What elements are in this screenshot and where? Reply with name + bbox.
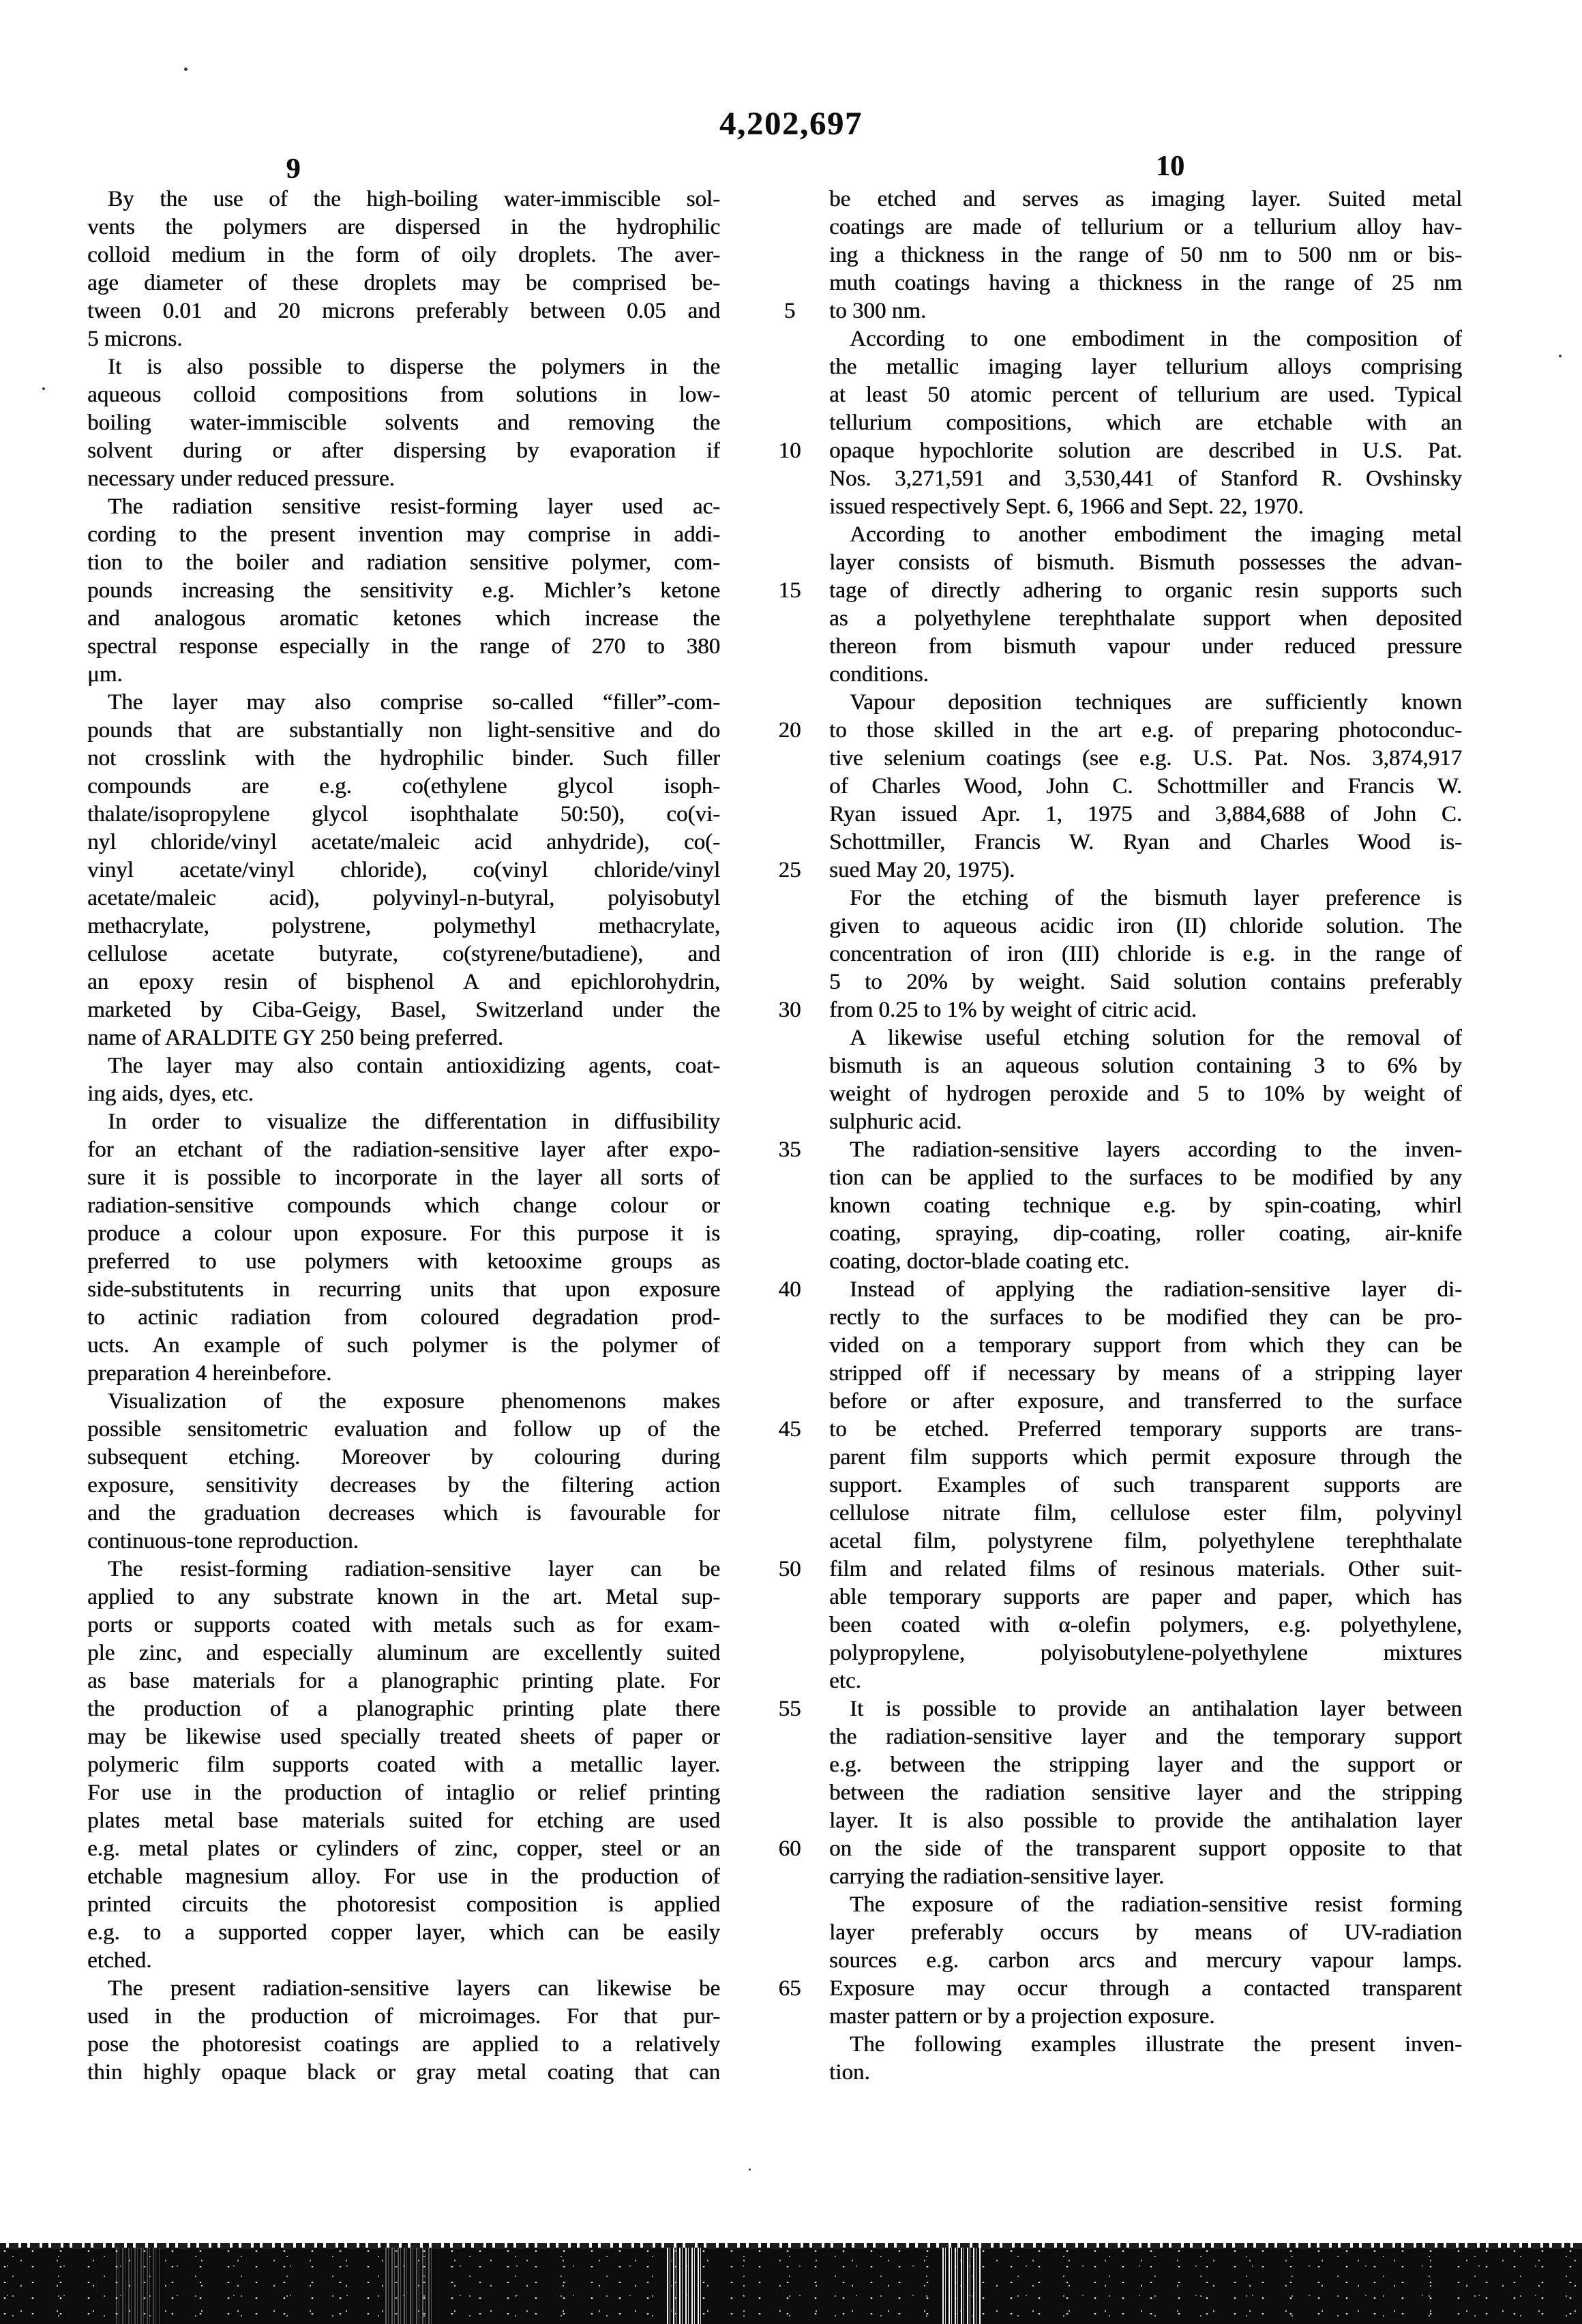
text-line: The exposure of the radiation-sensitive resist forming — [850, 1892, 1462, 1917]
line-number: 65 — [778, 1976, 801, 2001]
text-line: A likewise useful etching solution for the removal of — [850, 1026, 1462, 1050]
line-number: 10 — [778, 438, 801, 463]
text-line: to 300 nm. — [829, 299, 927, 323]
text-line: tween 0.01 and 20 microns preferably between 0.05 and — [87, 299, 720, 323]
text-line: tion. — [829, 2060, 870, 2085]
text-line: polymeric film supports coated with a metallic layer. — [87, 1753, 720, 1777]
text-line: spectral response especially in the range of 270 to 380 — [87, 634, 720, 659]
text-line: Exposure may occur through a contacted transparent — [829, 1976, 1462, 2001]
text-line: For use in the production of intaglio or relief printing — [87, 1781, 720, 1805]
text-line: subsequent etching. Moreover by colouring during — [87, 1445, 720, 1470]
text-line: Visualization of the exposure phenomenons makes — [108, 1389, 720, 1414]
text-line: sources e.g. carbon arcs and mercury vapour lamps. — [829, 1948, 1462, 1973]
text-line: e.g. to a supported copper layer, which can be easily — [87, 1920, 720, 1945]
noise-streak — [385, 2248, 434, 2324]
text-line: It is also possible to disperse the polymers in the — [108, 355, 720, 379]
patent-number: 4,202,697 — [719, 106, 863, 142]
text-line: and the graduation decreases which is favourable for — [87, 1501, 720, 1525]
text-line: e.g. between the stripping layer and the support or — [829, 1753, 1462, 1777]
text-line: Vapour deposition techniques are sufficiently known — [850, 690, 1462, 715]
text-line: μm. — [87, 662, 123, 687]
text-line: the production of a planographic printing plate there — [87, 1697, 720, 1721]
text-line: solvent during or after dispersing by evaporation if — [87, 438, 720, 463]
noise-streak — [942, 2248, 982, 2324]
noise-speck — [184, 68, 188, 71]
text-line: thalate/isopropylene glycol isophthalate 50:50), co(vi- — [87, 802, 720, 826]
line-number: 45 — [778, 1417, 801, 1442]
text-line: parent film supports which permit exposure through the — [829, 1445, 1462, 1470]
text-line: colloid medium in the form of oily droplets. The aver- — [87, 243, 720, 267]
text-line: muth coatings having a thickness in the range of 25 nm — [829, 271, 1462, 295]
text-line: an epoxy resin of bisphenol A and epichlorohydrin, — [87, 970, 720, 994]
text-line: The layer may also comprise so-called “filler”-com- — [108, 690, 720, 715]
text-line: coating, doctor-blade coating etc. — [829, 1249, 1130, 1274]
text-line: etched. — [87, 1948, 152, 1973]
text-line: printed circuits the photoresist composition is applied — [87, 1892, 720, 1917]
text-line: Nos. 3,271,591 and 3,530,441 of Stanford R. Ovshinsky — [829, 466, 1462, 491]
noise-speck — [1559, 355, 1562, 357]
text-line: layer preferably occurs by means of UV-radiation — [829, 1920, 1462, 1945]
text-line: vinyl acetate/vinyl chloride), co(vinyl chloride/vinyl — [87, 858, 720, 882]
text-line: able temporary supports are paper and paper, which has — [829, 1585, 1462, 1609]
text-line: film and related films of resinous materials. Other suit- — [829, 1557, 1462, 1581]
text-line: compounds are e.g. co(ethylene glycol isoph- — [87, 774, 720, 799]
line-number: 60 — [778, 1836, 801, 1861]
text-line: on the side of the transparent support opposite to that — [829, 1836, 1462, 1861]
text-line: as base materials for a planographic printing plate. For — [87, 1669, 720, 1693]
text-line: opaque hypochlorite solution are described in U.S. Pat. — [829, 438, 1462, 463]
text-line: as a polyethylene terephthalate support when deposited — [829, 606, 1462, 631]
text-line: stripped off if necessary by means of a stripping layer — [829, 1361, 1462, 1386]
text-line: For the etching of the bismuth layer preference is — [850, 886, 1462, 910]
text-line: The present radiation-sensitive layers can likewise be — [108, 1976, 720, 2001]
text-line: rectly to the surfaces to be modified they can be pro- — [829, 1305, 1462, 1330]
text-line: used in the production of microimages. For that pur- — [87, 2004, 720, 2029]
line-number: 50 — [778, 1557, 801, 1581]
text-line: between the radiation sensitive layer and the stripping — [829, 1781, 1462, 1805]
line-number: 30 — [778, 998, 801, 1022]
text-line: and analogous aromatic ketones which increase the — [87, 606, 720, 631]
text-line: continuous-tone reproduction. — [87, 1529, 359, 1553]
line-number: 5 — [783, 299, 796, 323]
noise-streak — [667, 2248, 702, 2324]
text-line: side-substitutents in recurring units that upon exposure — [87, 1277, 720, 1302]
text-line: By the use of the high-boiling water-immiscible sol- — [108, 187, 720, 211]
text-line: support. Examples of such transparent supports are — [829, 1473, 1462, 1498]
text-line: marketed by Ciba-Geigy, Basel, Switzerland under the — [87, 998, 720, 1022]
text-line: for an etchant of the radiation-sensitive layer after expo- — [87, 1137, 720, 1162]
text-line: radiation-sensitive compounds which change colour or — [87, 1193, 720, 1218]
text-line: cellulose acetate butyrate, co(styrene/butadiene), and — [87, 942, 720, 966]
text-line: pose the photoresist coatings are applied to a relatively — [87, 2032, 720, 2057]
noise-speck — [42, 387, 45, 390]
text-line: applied to any substrate known in the art. Metal sup- — [87, 1585, 720, 1609]
text-line: not crosslink with the hydrophilic binder. Such filler — [87, 746, 720, 771]
text-line: vents the polymers are dispersed in the hydrophilic — [87, 215, 720, 239]
text-line: weight of hydrogen peroxide and 5 to 10% by weight of — [829, 1082, 1462, 1106]
text-line: sued May 20, 1975). — [829, 858, 1015, 882]
text-line: age diameter of these droplets may be comprised be- — [87, 271, 720, 295]
text-line: issued respectively Sept. 6, 1966 and Sept. 22, 1970. — [829, 494, 1304, 519]
text-line: tive selenium coatings (see e.g. U.S. Pat. Nos. 3,874,917 — [829, 746, 1462, 771]
text-line: 5 to 20% by weight. Said solution contains preferably — [829, 970, 1462, 994]
text-line: The radiation-sensitive layers according to the inven- — [850, 1137, 1462, 1162]
text-line: boiling water-immiscible solvents and removing the — [87, 411, 720, 435]
text-line: of Charles Wood, John C. Schottmiller and Francis W. — [829, 774, 1462, 799]
text-line: e.g. metal plates or cylinders of zinc, copper, steel or an — [87, 1836, 720, 1861]
text-line: cellulose nitrate film, cellulose ester film, polyvinyl — [829, 1501, 1462, 1525]
text-line: at least 50 atomic percent of tellurium are used. Typical — [829, 383, 1462, 407]
text-line: possible sensitometric evaluation and follow up of the — [87, 1417, 720, 1442]
text-line: The layer may also contain antioxidizing agents, coat- — [108, 1054, 720, 1078]
text-line: layer consists of bismuth. Bismuth possesses the advan- — [829, 550, 1462, 575]
text-line: preparation 4 hereinbefore. — [87, 1361, 332, 1386]
text-line: According to one embodiment in the composition of — [850, 327, 1462, 351]
text-line: The resist-forming radiation-sensitive layer can be — [108, 1557, 720, 1581]
text-line: pounds increasing the sensitivity e.g. Michler’s ketone — [87, 578, 720, 603]
text-line: tage of directly adhering to organic resin supports such — [829, 578, 1462, 603]
text-line: ports or supports coated with metals such as for exam- — [87, 1613, 720, 1637]
column-right — [829, 185, 1462, 2087]
text-line: to those skilled in the art e.g. of preparing photoconduc- — [829, 718, 1462, 743]
text-line: ing a thickness in the range of 50 nm to 500 nm or bis- — [829, 243, 1462, 267]
text-line: the metallic imaging layer tellurium alloys comprising — [829, 355, 1462, 379]
text-line: ple zinc, and especially aluminum are excellently suited — [87, 1641, 720, 1665]
text-line: before or after exposure, and transferred to the surface — [829, 1389, 1462, 1414]
line-number: 40 — [778, 1277, 801, 1302]
text-line: acetal film, polystyrene film, polyethylene terephthalate — [829, 1529, 1462, 1553]
text-line: The radiation sensitive resist-forming layer used ac- — [108, 494, 720, 519]
column-number-right: 10 — [1156, 151, 1184, 182]
column-left — [87, 185, 720, 2087]
text-line: cording to the present invention may comprise in addi- — [87, 522, 720, 547]
text-line: from 0.25 to 1% by weight of citric acid. — [829, 998, 1197, 1022]
scan-noise-band — [0, 2248, 1582, 2324]
text-line: plates metal base materials suited for etching are used — [87, 1808, 720, 1833]
line-number: 35 — [778, 1137, 801, 1162]
text-line: Instead of applying the radiation-sensitive layer di- — [850, 1277, 1462, 1302]
text-line: coatings are made of tellurium or a tellurium alloy hav- — [829, 215, 1462, 239]
text-line: Ryan issued Apr. 1, 1975 and 3,884,688 of John C. — [829, 802, 1462, 826]
text-line: vided on a temporary support from which they can be — [829, 1333, 1462, 1358]
text-line: layer. It is also possible to provide the antihalation layer — [829, 1808, 1462, 1833]
text-line: to be etched. Preferred temporary supports are trans- — [829, 1417, 1462, 1442]
text-line: may be likewise used specially treated sheets of paper or — [87, 1725, 720, 1749]
text-line: carrying the radiation-sensitive layer. — [829, 1864, 1165, 1889]
text-line: exposure, sensitivity decreases by the filtering action — [87, 1473, 720, 1498]
text-line: tellurium compositions, which are etchable with an — [829, 411, 1462, 435]
text-line: produce a colour upon exposure. For this purpose it is — [87, 1221, 720, 1246]
noise-streak — [116, 2248, 160, 2324]
text-line: acetate/maleic acid), polyvinyl-n-butyral, polyisobutyl — [87, 886, 720, 910]
text-line: known coating technique e.g. by spin-coating, whirl — [829, 1193, 1462, 1218]
text-line: thereon from bismuth vapour under reduced pressure — [829, 634, 1462, 659]
column-number-left: 9 — [286, 153, 301, 185]
text-line: methacrylate, polystrene, polymethyl methacrylate, — [87, 914, 720, 938]
text-line: polypropylene, polyisobutylene-polyethylene mixtures — [829, 1641, 1462, 1665]
text-line: The following examples illustrate the present inven- — [850, 2032, 1462, 2057]
text-line: sulphuric acid. — [829, 1109, 962, 1134]
noise-speck — [749, 2169, 751, 2171]
text-line: given to aqueous acidic iron (II) chloride solution. The — [829, 914, 1462, 938]
text-line: etchable magnesium alloy. For use in the production of — [87, 1864, 720, 1889]
text-line: preferred to use polymers with ketooxime groups as — [87, 1249, 720, 1274]
text-line: 5 microns. — [87, 327, 183, 351]
line-number: 55 — [778, 1697, 801, 1721]
text-line: to actinic radiation from coloured degradation prod- — [87, 1305, 720, 1330]
text-line: Schottmiller, Francis W. Ryan and Charles Wood is- — [829, 830, 1462, 854]
text-line: aqueous colloid compositions from solutions in low- — [87, 383, 720, 407]
text-line: the radiation-sensitive layer and the temporary support — [829, 1725, 1462, 1749]
line-number: 25 — [778, 858, 801, 882]
text-line: pounds that are substantially non light-sensitive and do — [87, 718, 720, 743]
text-line: According to another embodiment the imaging metal — [850, 522, 1462, 547]
text-line: thin highly opaque black or gray metal coating that can — [87, 2060, 720, 2085]
text-line: be etched and serves as imaging layer. Suited metal — [829, 187, 1462, 211]
text-line: necessary under reduced pressure. — [87, 466, 395, 491]
text-line: tion can be applied to the surfaces to be modified by any — [829, 1165, 1462, 1190]
text-line: nyl chloride/vinyl acetate/maleic acid anhydride), co(- — [87, 830, 720, 854]
text-line: coating, spraying, dip-coating, roller coating, air-knife — [829, 1221, 1462, 1246]
text-line: In order to visualize the differentation in diffusibility — [108, 1109, 720, 1134]
text-line: concentration of iron (III) chloride is e.g. in the range of — [829, 942, 1462, 966]
text-line: tion to the boiler and radiation sensitive polymer, com- — [87, 550, 720, 575]
line-number: 15 — [778, 578, 801, 603]
text-line: conditions. — [829, 662, 929, 687]
text-line: bismuth is an aqueous solution containing 3 to 6% by — [829, 1054, 1462, 1078]
line-number: 20 — [778, 718, 801, 743]
text-line: ucts. An example of such polymer is the polymer of — [87, 1333, 720, 1358]
text-line: etc. — [829, 1669, 861, 1693]
text-line: sure it is possible to incorporate in the layer all sorts of — [87, 1165, 720, 1190]
text-line: been coated with α-olefin polymers, e.g. polyethylene, — [829, 1613, 1462, 1637]
text-line: name of ARALDITE GY 250 being preferred. — [87, 1026, 504, 1050]
text-line: It is possible to provide an antihalation layer between — [850, 1697, 1462, 1721]
text-line: ing aids, dyes, etc. — [87, 1082, 254, 1106]
text-line: master pattern or by a projection exposure. — [829, 2004, 1215, 2029]
